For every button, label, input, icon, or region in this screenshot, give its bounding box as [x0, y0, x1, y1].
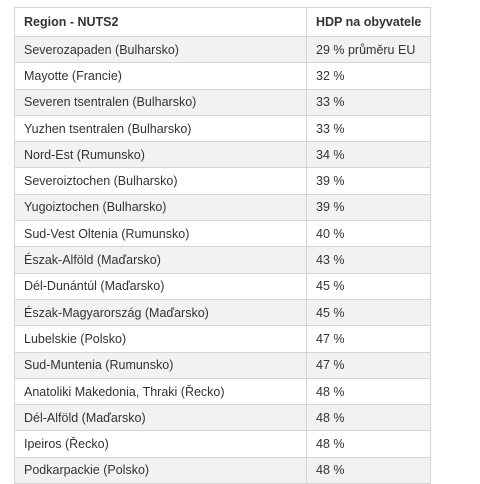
- cell-region: Sud-Muntenia (Rumunsko): [15, 352, 307, 378]
- cell-gdp: 33 %: [307, 115, 431, 141]
- cell-gdp: 32 %: [307, 63, 431, 89]
- header-gdp: HDP na obyvatele: [307, 8, 431, 37]
- cell-region: Mayotte (Francie): [15, 63, 307, 89]
- cell-region: Severozapaden (Bulharsko): [15, 37, 307, 63]
- table-row: [15, 299, 431, 325]
- cell-gdp: 47 %: [307, 352, 431, 378]
- cell-gdp: 29 % průměru EU: [307, 37, 431, 63]
- cell-gdp: 48 %: [307, 457, 431, 483]
- cell-region: Yugoiztochen (Bulharsko): [15, 194, 307, 220]
- cell-gdp: 40 %: [307, 221, 431, 247]
- table-row: [15, 115, 431, 141]
- table-row: [15, 221, 431, 247]
- cell-gdp: 48 %: [307, 378, 431, 404]
- cell-region: Severen tsentralen (Bulharsko): [15, 89, 307, 115]
- cell-gdp: 48 %: [307, 431, 431, 457]
- cell-gdp: 39 %: [307, 168, 431, 194]
- table-header-row: [15, 8, 431, 37]
- cell-region: Dél-Dunántúl (Maďarsko): [15, 273, 307, 299]
- cell-gdp: 33 %: [307, 89, 431, 115]
- table-row: [15, 194, 431, 220]
- table-row: [15, 89, 431, 115]
- cell-gdp: 48 %: [307, 405, 431, 431]
- table-row: [15, 405, 431, 431]
- table-row: [15, 142, 431, 168]
- table-row: [15, 431, 431, 457]
- cell-gdp: 34 %: [307, 142, 431, 168]
- cell-region: Severoiztochen (Bulharsko): [15, 168, 307, 194]
- cell-region: Dél-Alföld (Maďarsko): [15, 405, 307, 431]
- table-row: [15, 273, 431, 299]
- cell-region: Észak-Magyarország (Maďarsko): [15, 299, 307, 325]
- table-row: [15, 352, 431, 378]
- gdp-table: [14, 7, 431, 484]
- cell-region: Nord-Est (Rumunsko): [15, 142, 307, 168]
- table-body: [15, 37, 431, 484]
- table-row: [15, 378, 431, 404]
- header-region: Region - NUTS2: [15, 8, 307, 37]
- cell-gdp: 39 %: [307, 194, 431, 220]
- table-row: [15, 168, 431, 194]
- cell-gdp: 45 %: [307, 299, 431, 325]
- table-container: [14, 7, 430, 484]
- cell-region: Lubelskie (Polsko): [15, 326, 307, 352]
- table-row: [15, 247, 431, 273]
- cell-region: Podkarpackie (Polsko): [15, 457, 307, 483]
- cell-region: Ipeiros (Řecko): [15, 431, 307, 457]
- cell-region: Anatoliki Makedonia, Thraki (Řecko): [15, 378, 307, 404]
- cell-region: Yuzhen tsentralen (Bulharsko): [15, 115, 307, 141]
- cell-gdp: 43 %: [307, 247, 431, 273]
- table-row: [15, 37, 431, 63]
- cell-gdp: 45 %: [307, 273, 431, 299]
- table-row: [15, 63, 431, 89]
- cell-region: Sud-Vest Oltenia (Rumunsko): [15, 221, 307, 247]
- cell-region: Észak-Alföld (Maďarsko): [15, 247, 307, 273]
- table-row: [15, 326, 431, 352]
- cell-gdp: 47 %: [307, 326, 431, 352]
